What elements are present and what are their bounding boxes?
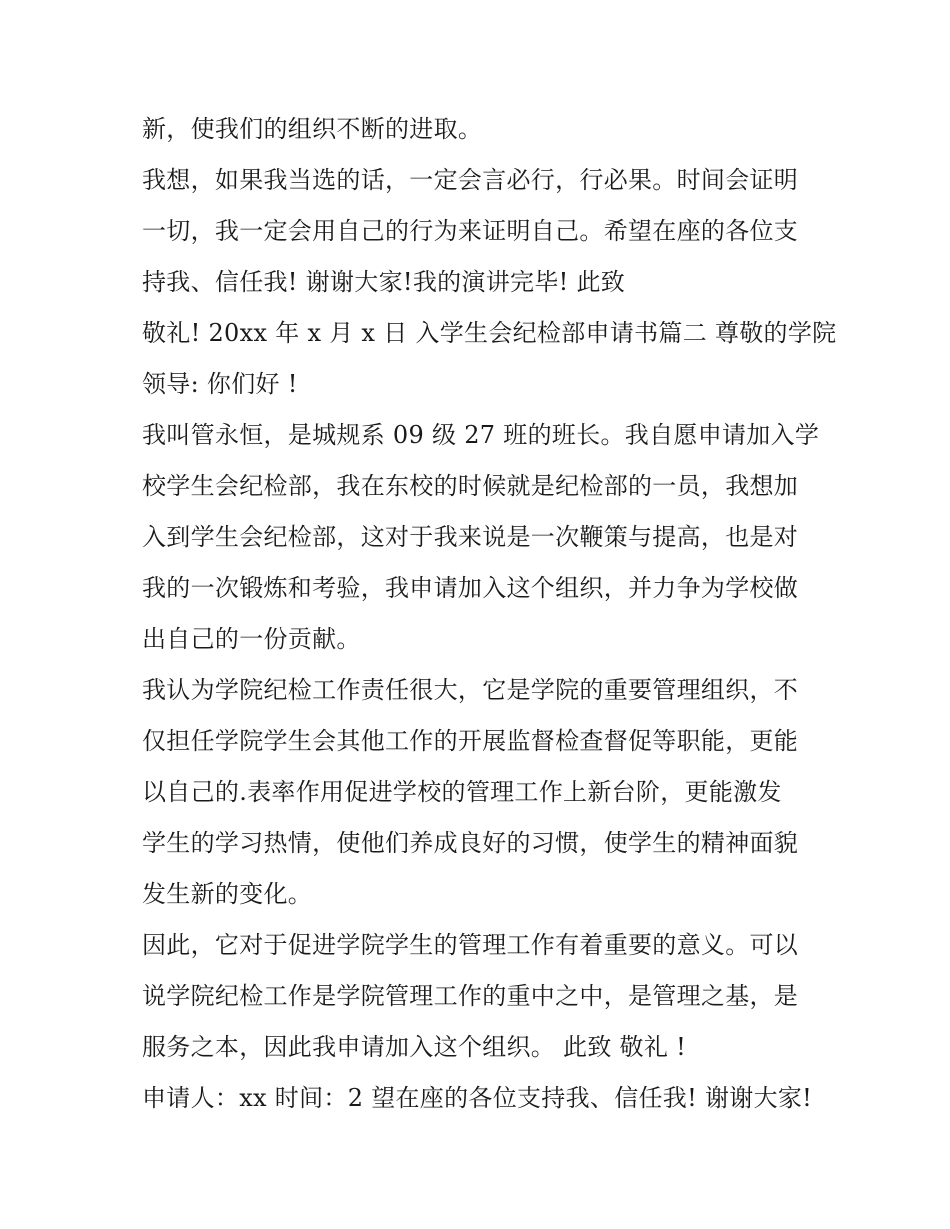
text-line: 服务之本，因此我申请加入这个组织。 此致 敬礼 !	[142, 1033, 687, 1061]
text-line: 敬礼! 20xx 年 x 月 x 日 入学生会纪检部申请书篇二 尊敬的学院	[142, 319, 837, 347]
text-line: 申请人：xx 时间：2 望在座的各位支持我、信任我! 谢谢大家!	[142, 1084, 813, 1112]
text-line: 学生的学习热情，使他们养成良好的习惯，使学生的精神面貌	[142, 829, 799, 857]
text-line: 我认为学院纪检工作责任很大，它是学院的重要管理组织，不	[142, 676, 799, 704]
text-line: 领导: 你们好 !	[142, 370, 298, 398]
text-line: 出自己的一份贡献。	[142, 625, 361, 653]
text-line: 新，使我们的组织不断的进取。	[142, 115, 483, 143]
text-line: 说学院纪检工作是学院管理工作的重中之中，是管理之基，是	[142, 982, 799, 1010]
text-line: 以自己的.表率作用促进学校的管理工作上新台阶，更能激发	[142, 778, 782, 806]
text-line: 我叫管永恒，是城规系 09 级 27 班的班长。我自愿申请加入学	[142, 421, 820, 449]
text-line: 因此，它对于促进学院学生的管理工作有着重要的意义。可以	[142, 931, 799, 959]
text-line: 发生新的变化。	[142, 880, 313, 908]
text-line: 我想，如果我当选的话，一定会言必行，行必果。时间会证明	[142, 166, 799, 194]
text-line: 我的一次锻炼和考验，我申请加入这个组织，并力争为学校做	[142, 574, 799, 602]
text-line: 入到学生会纪检部，这对于我来说是一次鞭策与提高，也是对	[142, 523, 799, 551]
text-line: 仅担任学院学生会其他工作的开展监督检查督促等职能，更能	[142, 727, 799, 755]
text-line: 持我、信任我! 谢谢大家!我的演讲完毕! 此致	[142, 268, 626, 296]
text-line: 一切，我一定会用自己的行为来证明自己。希望在座的各位支	[142, 217, 799, 245]
text-line: 校学生会纪检部，我在东校的时候就是纪检部的一员，我想加	[142, 472, 799, 500]
